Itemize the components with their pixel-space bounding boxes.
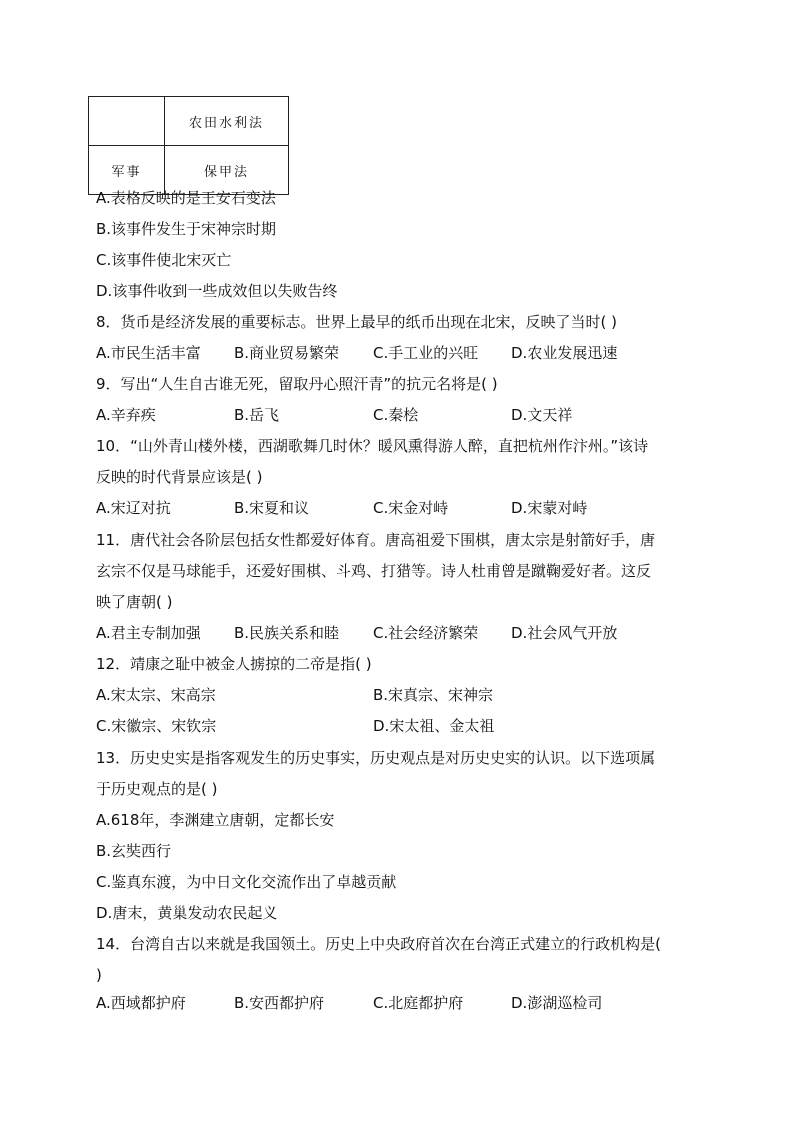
table-row <box>89 97 289 146</box>
table-cell: 军事 <box>89 146 165 195</box>
q12-option-b: B.宋真宗、宋神宗 <box>373 686 494 704</box>
q7-option-d: D.该事件收到一些成效但以失败告终 <box>96 282 338 300</box>
q14-option-a: A.西域都护府 <box>96 994 186 1012</box>
q11-stem-line3: 映了唐朝( ) <box>96 593 173 611</box>
q12-option-a: A.宋太宗、宋高宗 <box>96 686 216 704</box>
q8-stem: 8．货币是经济发展的重要标志。世界上最早的纸币出现在北宋，反映了当时( ) <box>96 313 618 331</box>
q12-option-c: C.宋徽宗、宋钦宗 <box>96 717 217 735</box>
table-cell: 农田水利法 <box>165 97 289 146</box>
q13-option-b: B.玄奘西行 <box>96 842 172 860</box>
q11-stem-line2: 玄宗不仅是马球能手，还爱好围棋、斗鸡、打猎等。诗人杜甫曾是蹴鞠爱好者。这反 <box>96 562 652 580</box>
q9-option-a: A.辛弃疾 <box>96 406 156 424</box>
q10-option-c: C.宋金对峙 <box>373 499 449 517</box>
q14-stem-line2: ) <box>96 966 102 984</box>
q10-stem-line2: 反映的时代背景应该是( ) <box>96 468 263 486</box>
q9-option-c: C.秦桧 <box>373 406 419 424</box>
q8-option-b: B.商业贸易繁荣 <box>234 344 340 362</box>
q13-option-a: A.618年，李渊建立唐朝，定都长安 <box>96 811 335 829</box>
q13-option-c: C.鉴真东渡，为中日文化交流作出了卓越贡献 <box>96 873 397 891</box>
q12-option-d: D.宋太祖、金太祖 <box>373 717 495 735</box>
table-cell: 保甲法 <box>165 146 289 195</box>
q7-option-b: B.该事件发生于宋神宗时期 <box>96 220 277 238</box>
q13-option-d: D.唐末，黄巢发动农民起义 <box>96 904 278 922</box>
q11-option-c: C.社会经济繁荣 <box>373 624 479 642</box>
q8-option-c: C.手工业的兴旺 <box>373 344 479 362</box>
q10-stem-line1: 10．“山外青山楼外楼，西湖歌舞几时休？暖风熏得游人醉，直把杭州作汴州。”该诗 <box>96 437 649 455</box>
q13-stem-line1: 13．历史史实是指客观发生的历史事实，历史观点是对历史史实的认识。以下选项属 <box>96 749 656 767</box>
q9-stem: 9．写出“人生自古谁无死，留取丹心照汗青”的抗元名将是( ) <box>96 375 498 393</box>
q10-option-a: A.宋辽对抗 <box>96 499 171 517</box>
q14-stem-line1: 14．台湾自古以来就是我国领土。历史上中央政府首次在台湾正式建立的行政机构是( <box>96 935 661 953</box>
table-cell <box>89 97 165 146</box>
q14-option-b: B.安西都护府 <box>234 994 325 1012</box>
q14-option-c: C.北庭都护府 <box>373 994 464 1012</box>
q12-stem: 12．靖康之耻中被金人掳掠的二帝是指( ) <box>96 655 372 673</box>
q7-option-a: A.表格反映的是王安石变法 <box>96 189 276 207</box>
q9-option-b: B.岳飞 <box>234 406 280 424</box>
q10-option-d: D.宋蒙对峙 <box>511 499 588 517</box>
q9-option-d: D.文天祥 <box>511 406 573 424</box>
q11-stem-line1: 11．唐代社会各阶层包括女性都爱好体育。唐高祖爱下围棋，唐太宗是射箭好手，唐 <box>96 531 656 549</box>
q11-option-b: B.民族关系和睦 <box>234 624 340 642</box>
q8-option-d: D.农业发展迅速 <box>511 344 618 362</box>
reform-table <box>88 96 289 195</box>
q14-option-d: D.澎湖巡检司 <box>511 994 603 1012</box>
q7-option-c: C.该事件使北宋灭亡 <box>96 251 232 269</box>
q8-option-a: A.市民生活丰富 <box>96 344 201 362</box>
q11-option-d: D.社会风气开放 <box>511 624 618 642</box>
q10-option-b: B.宋夏和议 <box>234 499 310 517</box>
q11-option-a: A.君主专制加强 <box>96 624 201 642</box>
q13-stem-line2: 于历史观点的是( ) <box>96 780 218 798</box>
